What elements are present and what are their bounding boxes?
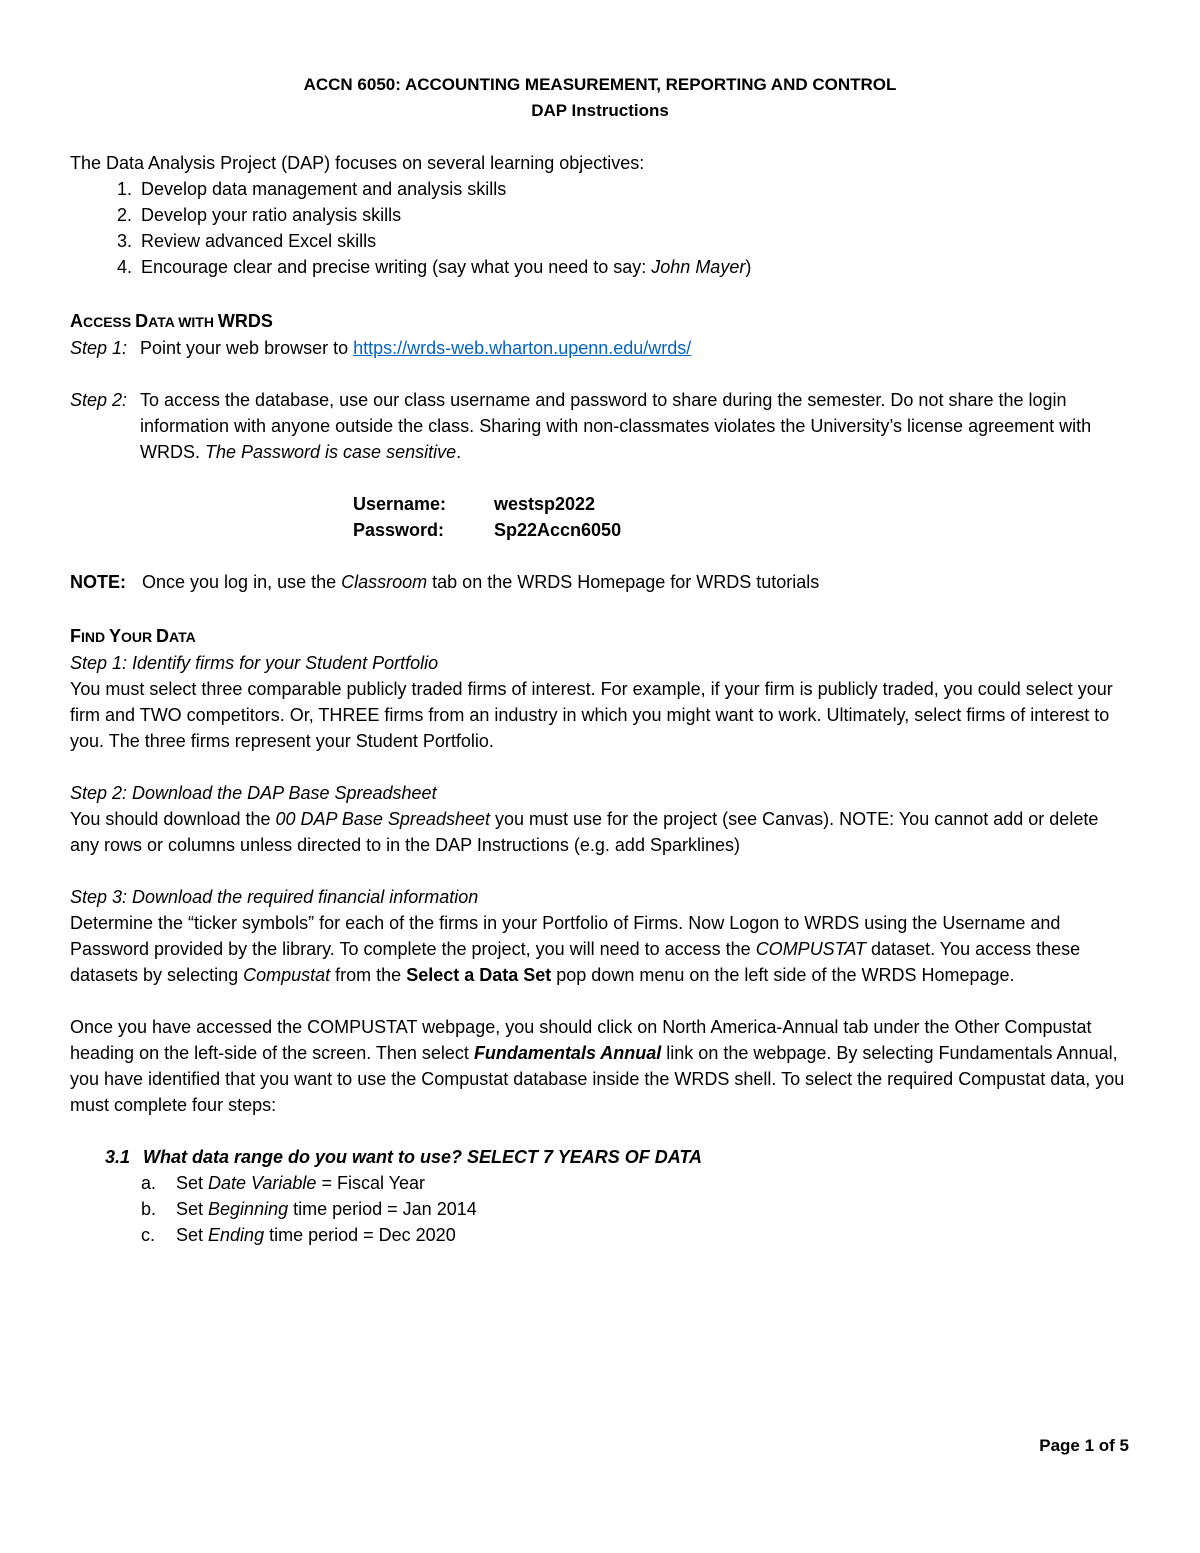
list-item: 3. Review advanced Excel skills <box>117 231 377 251</box>
list-item: b. Set Beginning time period = Jan 2014 <box>141 1199 477 1219</box>
course-title: ACCN 6050: ACCOUNTING MEASUREMENT, REPORTING AND CONTROL <box>303 75 897 94</box>
list-item: c. Set Ending time period = Dec 2020 <box>141 1225 456 1245</box>
find-step-2-text: You should download the 00 DAP Base Spreadsheet you must use for the project (see Canvas). NOTE: You cannot add or delete any rows or columns unless directed to in the DAP Instructions (e.g. add Sparklines) <box>70 809 1099 855</box>
date-options-list <box>70 1170 1130 1248</box>
password-label: Password: <box>353 520 445 540</box>
list-item: 1. Develop data management and analysis skills <box>117 179 507 199</box>
username-value: westsp2022 <box>494 494 596 514</box>
access-step-1: Step 1: Point your web browser to https://wrds-web.wharton.upenn.edu/wrds/ <box>70 338 692 358</box>
find-data-heading: FIND YOUR DATA <box>70 626 196 646</box>
username-label: Username: <box>353 494 447 514</box>
username-row <box>70 491 1130 517</box>
subsection-3-1-title: 3.1 What data range do you want to use? SELECT 7 YEARS OF DATA <box>105 1147 703 1167</box>
list-item: 4. Encourage clear and precise writing (say what you need to say: John Mayer) <box>117 257 752 277</box>
compustat-paragraph: Once you have accessed the COMPUSTAT webpage, you should click on North America-Annual tab under the Other Compustat heading on the left-side of the screen. Then select Fundamentals Annual link on the webpage. By selecting Fundamentals Annual, you have identified that you want to use the Compustat database inside the WRDS shell. To select the required Compustat data, you must complete four steps: <box>70 1017 1125 1115</box>
find-step-3-text: Determine the “ticker symbols” for each of the firms in your Portfolio of Firms. Now Logon to WRDS using the Username and Password provided by the library. To complete the project, you will need to access the COMPUSTAT dataset. You access these datasets by selecting Compustat from the Select a Data Set pop down menu on the left side of the WRDS Homepage. <box>70 913 1081 985</box>
find-step-1-title: Step 1: Identify firms for your Student Portfolio <box>70 653 439 673</box>
objectives-list <box>70 176 1130 280</box>
list-item: 2. Develop your ratio analysis skills <box>117 205 402 225</box>
intro-text: The Data Analysis Project (DAP) focuses on several learning objectives: <box>70 153 645 173</box>
wrds-link[interactable]: https://wrds-web.wharton.upenn.edu/wrds/ <box>353 338 692 358</box>
password-row <box>70 517 1130 543</box>
doc-title: DAP Instructions <box>531 101 669 120</box>
page-number: Page 1 of 5 <box>1039 1436 1129 1455</box>
find-step-3-title: Step 3: Download the required financial information <box>70 887 479 907</box>
find-step-2-title: Step 2: Download the DAP Base Spreadsheet <box>70 783 437 803</box>
find-step-1-text: You must select three comparable publicly traded firms of interest. For example, if your firm is publicly traded, you could select your firm and TWO competitors. Or, THREE firms from an industry in which you might want to work. Ultimately, select firms of interest to you. The three firms represent your Student Portfolio. <box>70 679 1113 751</box>
access-data-heading: ACCESS DATA WITH WRDS <box>70 311 273 331</box>
password-value: Sp22Accn6050 <box>494 520 622 540</box>
note-line: NOTE: Once you log in, use the Classroom tab on the WRDS Homepage for WRDS tutorials <box>70 572 820 592</box>
document-page <box>70 72 1130 1248</box>
access-step-2: Step 2: To access the database, use our class username and password to share during the semester. Do not share the login information with anyone outside the class. Sharing with non-classmates violates the University’s license agreement with WRDS. The Password is case sensitive. <box>70 390 1092 462</box>
list-item: a. Set Date Variable = Fiscal Year <box>141 1173 425 1193</box>
